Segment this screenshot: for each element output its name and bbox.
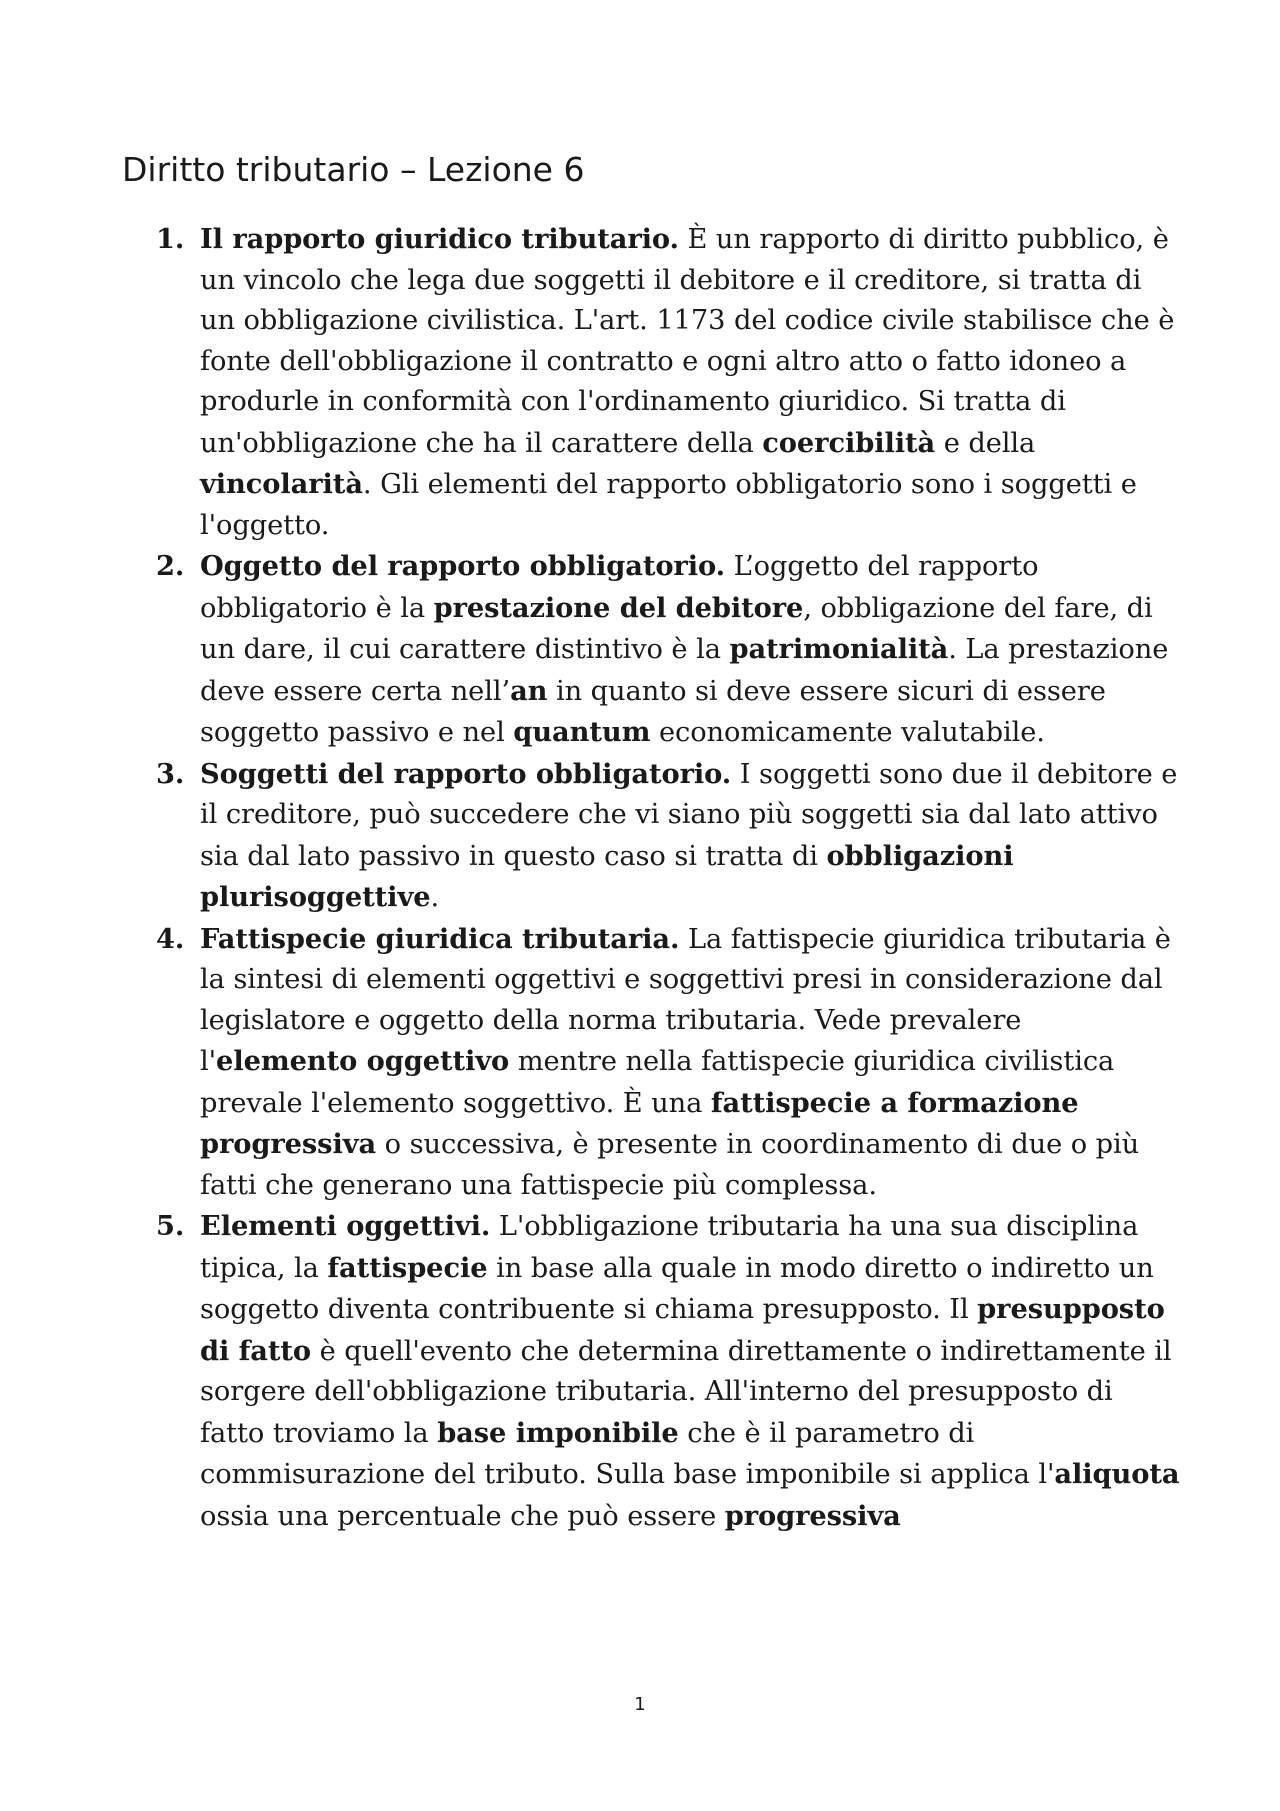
body-text: È un rapporto di diritto pubblico, è un vincolo che lega due soggetti il debitore e il creditore, si tratta di un obbligazione civilistica. L'art. 1173 del codice civile stabilisce che è fonte dell'obbligazione il contratto e ogni altro atto o fatto idoneo a produrle in conformità con l'ordinamento giuridico. Si tratta di un'obbligazione che ha il carattere della [200, 224, 1175, 459]
list-item-number: 1. [156, 223, 185, 255]
list-item-number: 4. [156, 922, 185, 955]
body-text: o successiva, è presente in coordinamento di due o più fatti che generano una fattispecie più complessa. [200, 1129, 1140, 1201]
bold-term: an [510, 674, 548, 707]
bold-term: aliquota [1054, 1458, 1180, 1490]
list-item [156, 546, 1180, 754]
body-text: La fattispecie giuridica tributaria è la sintesi di elementi oggettivi e soggettivi presi in considerazione dal legislatore e oggetto della norma tributaria. Vede prevalere l' [200, 923, 1171, 1077]
body-text: I soggetti sono due il debitore e il creditore, può succedere che vi siano più soggetti sia dal lato attivo sia dal lato passivo in questo caso si tratta di [200, 758, 1178, 872]
body-text: . Gli elementi del rapporto obbligatorio sono i soggetti e l'oggetto. [200, 469, 1137, 541]
list-item-heading: Elementi oggettivi. [200, 1210, 491, 1242]
body-text: economicamente valutabile. [650, 717, 1045, 748]
list-item [156, 919, 1180, 1207]
bold-term: quantum [513, 716, 651, 748]
body-text: in base alla quale in modo diretto o indiretto un soggetto diventa contribuente si chiama presupposto. Il [200, 1252, 1154, 1325]
body-text: ossia una percentuale che può essere [200, 1500, 725, 1532]
bold-term: fattispecie [327, 1251, 488, 1284]
bold-term: progressiva [724, 1499, 901, 1532]
list-item [156, 219, 1180, 546]
bold-term: elemento oggettivo [216, 1045, 510, 1077]
bold-term: vincolarità [200, 468, 363, 500]
body-text: è quell'evento che determina direttamente o indirettamente il sorgere dell'obbligazione tributaria. All'interno del presupposto di fatto troviamo la [200, 1335, 1172, 1449]
body-text: . [430, 882, 440, 913]
body-text: L’oggetto del rapporto obbligatorio è la [200, 551, 1039, 624]
list-item [156, 754, 1180, 919]
body-text: L'obbligazione tributaria ha una sua disciplina tipica, la [200, 1211, 1139, 1284]
document-title: Diritto tributario – Lezione 6 [122, 150, 585, 189]
list-item-heading: Soggetti del rapporto obbligatorio. [200, 757, 732, 790]
body-text: mentre nella fattispecie giuridica civilistica prevale l'elemento soggettivo. È una [200, 1046, 1115, 1119]
body-text: . La prestazione deve essere certa nell’ [200, 634, 1169, 707]
bold-term: base imponibile [437, 1416, 679, 1449]
bold-term: fattispecie a formazione progressiva [200, 1086, 1079, 1160]
body-text: in quanto si deve essere sicuri di essere soggetto passivo e nel [200, 675, 1106, 748]
bold-term: prestazione del debitore [433, 591, 804, 624]
body-text: , obbligazione del fare, di un dare, il cui carattere distintivo è la [200, 592, 1153, 665]
list-item-heading: Fattispecie giuridica tributaria. [200, 922, 680, 955]
list-item-heading: Il rapporto giuridico tributario. [200, 223, 679, 255]
list-item [156, 1206, 1180, 1537]
body-text: che è il parametro di commisurazione del tributo. Sulla base imponibile si applica l' [200, 1417, 1055, 1490]
body-text: e della [935, 427, 1036, 459]
bold-term: coercibilità [762, 426, 936, 459]
bold-term: obbligazioni plurisoggettive [200, 839, 1014, 913]
list-item-number: 3. [156, 757, 185, 790]
bold-term: presupposto di fatto [200, 1293, 1165, 1367]
list-item-heading: Oggetto del rapporto obbligatorio. [200, 550, 726, 582]
bold-term: patrimonialità [729, 633, 949, 665]
list-item-number: 2. [156, 550, 185, 582]
list-item-number: 5. [156, 1210, 185, 1242]
page-number: 1 [634, 1694, 646, 1715]
numbered-list [156, 219, 1180, 1537]
